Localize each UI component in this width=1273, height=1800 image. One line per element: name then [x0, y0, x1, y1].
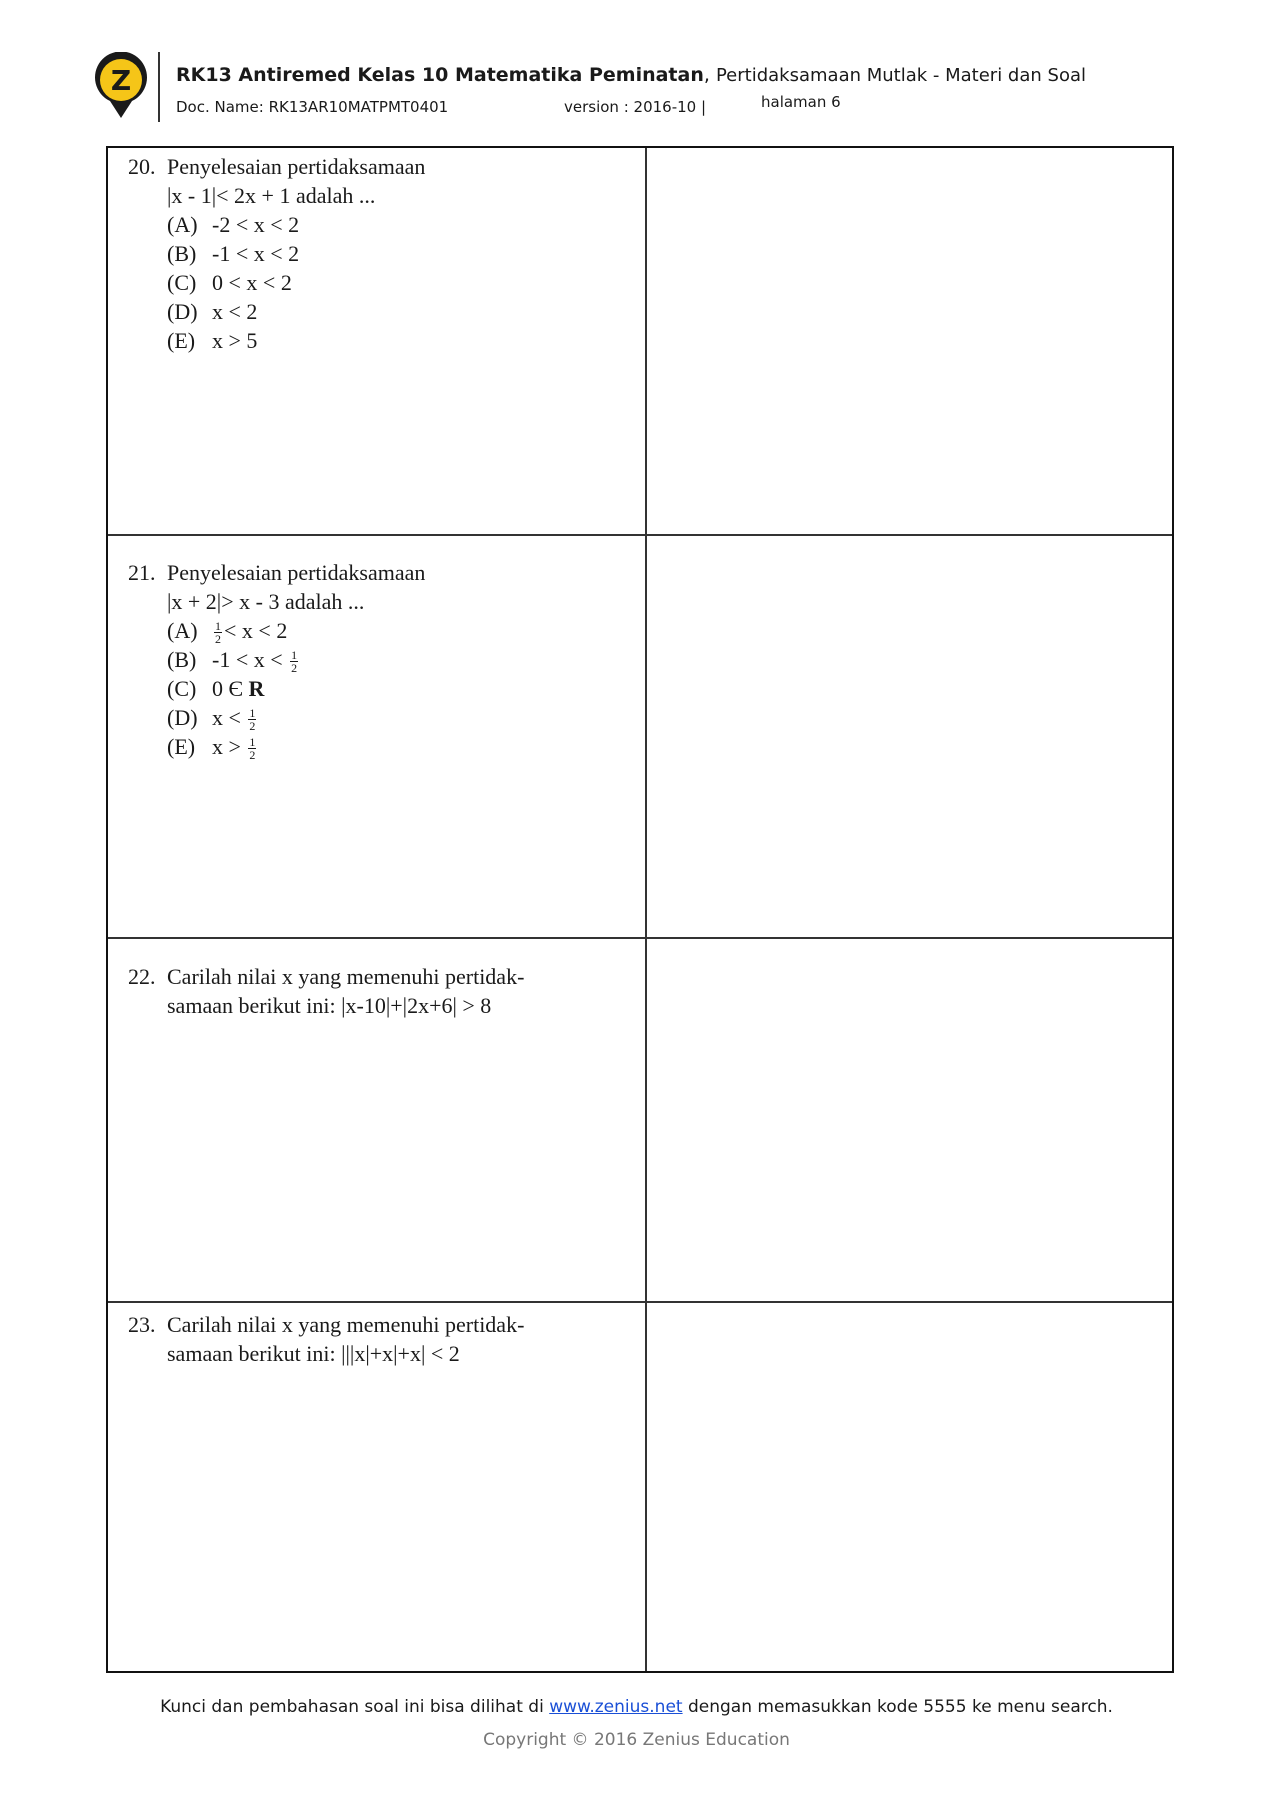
- option-letter: (C): [167, 676, 197, 701]
- option-a: [128, 616, 628, 645]
- fraction-numerator: 1: [215, 619, 221, 634]
- option-letter: (A): [167, 618, 198, 643]
- document-subtitle: Pertidaksamaan Mutlak - Materi dan Soal: [715, 65, 1086, 86]
- question-text: Carilah nilai x yang memenuhi pertidak-: [167, 1312, 525, 1337]
- document-title: [176, 64, 1086, 86]
- title-bold: RK13 Antiremed Kelas 10 Matematika Peminatan: [176, 64, 704, 86]
- option-e: [128, 732, 628, 761]
- option-text: 0 < x < 2: [212, 270, 292, 295]
- real-numbers-symbol: R: [248, 676, 265, 701]
- option-text: -2 < x < 2: [212, 212, 300, 237]
- page-number: halaman 6: [761, 93, 841, 111]
- fraction-numerator: 1: [291, 648, 298, 663]
- option-letter: (B): [167, 241, 197, 266]
- row-divider: [108, 937, 1172, 939]
- option-text: x > 5: [212, 328, 258, 353]
- question-text: samaan berikut ini: |||x|+x|+x| < 2: [167, 1341, 460, 1366]
- option-text: -1 < x < 2: [212, 241, 300, 266]
- option-c: [128, 674, 628, 703]
- footer-text: dengan memasukkan kode 5555 ke menu search.: [687, 1697, 1113, 1717]
- option-letter: (E): [167, 328, 196, 353]
- fraction-denominator: 2: [215, 632, 221, 647]
- zenius-link[interactable]: www.zenius.net: [549, 1697, 683, 1717]
- option-letter: (D): [167, 299, 198, 324]
- question-22: [128, 962, 628, 1020]
- option-text: x >: [212, 734, 241, 759]
- option-text: x <: [212, 705, 241, 730]
- question-number: 21.: [128, 560, 156, 585]
- fraction-denominator: 2: [249, 719, 256, 734]
- question-text: |x - 1|< 2x + 1 adalah ...: [167, 183, 376, 208]
- option-a: [128, 210, 628, 239]
- fraction-denominator: 2: [249, 748, 256, 763]
- header-divider: [158, 52, 160, 122]
- option-letter: (A): [167, 212, 198, 237]
- question-23: [128, 1310, 628, 1368]
- copyright: Copyright © 2016 Zenius Education: [483, 1730, 790, 1750]
- question-number: 23.: [128, 1312, 156, 1337]
- fraction-half: [248, 736, 256, 761]
- doc-name: Doc. Name: RK13AR10MATPMT0401: [176, 98, 449, 116]
- option-d: [128, 297, 628, 326]
- footer-note: [0, 1697, 1273, 1717]
- zenius-logo: [92, 52, 150, 122]
- question-text: Penyelesaian pertidaksamaan: [167, 560, 426, 585]
- option-e: [128, 326, 628, 355]
- question-number: 22.: [128, 964, 156, 989]
- footer-text: Kunci dan pembahasan soal ini bisa dilihat di: [160, 1697, 544, 1717]
- option-text: -1 < x <: [212, 647, 283, 672]
- fraction-half: [248, 707, 256, 732]
- question-20: [128, 152, 628, 355]
- option-c: [128, 268, 628, 297]
- option-d: [128, 703, 628, 732]
- question-text: Carilah nilai x yang memenuhi pertidak-: [167, 964, 525, 989]
- option-text: 0 Є: [212, 676, 244, 701]
- option-b: [128, 645, 628, 674]
- fraction-denominator: 2: [291, 661, 298, 676]
- title-separator: ,: [703, 64, 710, 86]
- row-divider: [108, 1301, 1172, 1303]
- option-letter: (C): [167, 270, 197, 295]
- option-letter: (B): [167, 647, 197, 672]
- fraction-numerator: 1: [249, 706, 256, 721]
- logo-letter: Z: [110, 64, 132, 97]
- option-letter: (D): [167, 705, 198, 730]
- question-table: [106, 146, 1174, 1673]
- option-text: < x < 2: [224, 618, 288, 643]
- doc-version: version : 2016-10 |: [564, 98, 707, 116]
- question-text: |x + 2|> x - 3 adalah ...: [167, 589, 365, 614]
- option-b: [128, 239, 628, 268]
- question-21: [128, 558, 628, 761]
- question-text: samaan berikut ini: |x-10|+|2x+6| > 8: [167, 993, 492, 1018]
- fraction-numerator: 1: [249, 735, 256, 750]
- fraction-half: [290, 649, 298, 674]
- question-number: 20.: [128, 154, 156, 179]
- option-text: x < 2: [212, 299, 258, 324]
- row-divider: [108, 534, 1172, 536]
- column-divider: [645, 148, 647, 1671]
- fraction-half: [214, 620, 222, 645]
- question-text: Penyelesaian pertidaksamaan: [167, 154, 426, 179]
- option-letter: (E): [167, 734, 196, 759]
